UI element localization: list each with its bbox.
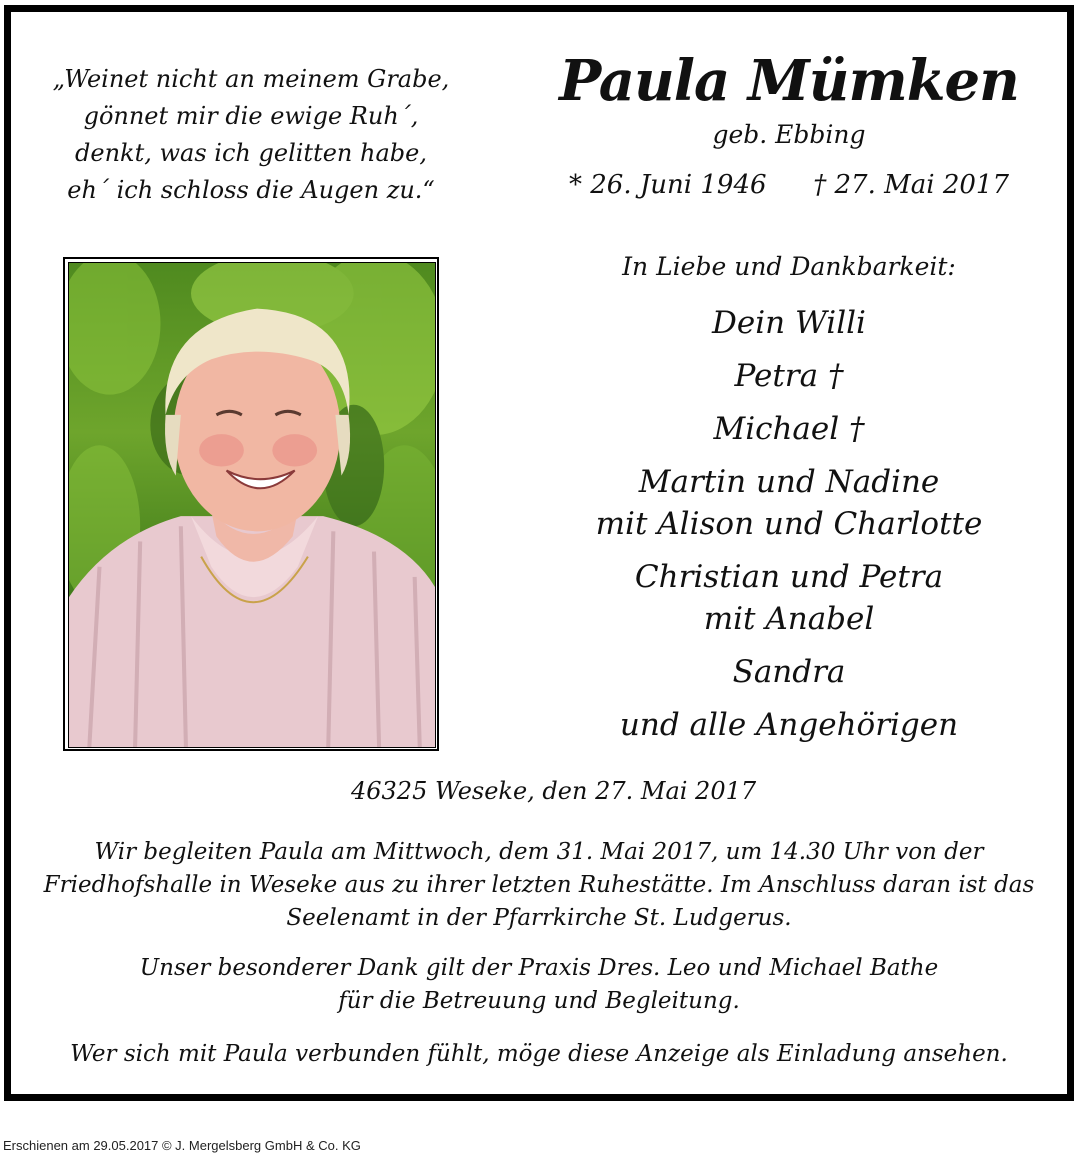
list-item — [559, 704, 1019, 746]
quote-line: denkt, was ich gelitten habe, — [75, 139, 427, 167]
mourner-line: mit Alison und Charlotte — [595, 506, 983, 542]
mourners-list — [559, 302, 1019, 757]
list-item — [559, 408, 1019, 450]
paragraph-line: Wir begleiten Paula am Mittwoch, dem 31. Mai 2017, um 14.30 Uhr von der — [94, 839, 984, 865]
mourner-line: Petra † — [734, 358, 844, 394]
paragraph-line: für die Betreuung und Begleitung. — [338, 988, 740, 1014]
mourner-line: Michael † — [713, 411, 865, 447]
mourner-line: und alle Angehörigen — [619, 707, 959, 743]
invitation-paragraph — [31, 1038, 1047, 1071]
quote-line: eh´ ich schloss die Augen zu.“ — [67, 176, 435, 204]
publication-footer: Erschienen am 29.05.2017 © J. Mergelsberg GmbH & Co. KG — [3, 1138, 361, 1153]
maiden-name: geb. Ebbing — [712, 120, 866, 149]
list-item — [559, 302, 1019, 344]
mourner-line: Christian und Petra — [634, 559, 944, 595]
death-date: † 27. Mai 2017 — [813, 170, 1009, 200]
quote-line: „Weinet nicht an meinem Grabe, — [52, 65, 450, 93]
memorial-quote — [31, 61, 471, 209]
quote-line: gönnet mir die ewige Ruh´, — [83, 102, 419, 130]
mourner-line: Sandra — [732, 654, 846, 690]
funeral-paragraph — [31, 836, 1047, 935]
paragraph-line: Seelenamt in der Pfarrkirche St. Ludgerus. — [286, 905, 792, 931]
portrait-frame — [63, 257, 439, 751]
place-and-date: 46325 Weseke, den 27. Mai 2017 — [351, 777, 757, 805]
mourner-line: Martin und Nadine — [638, 464, 940, 500]
list-item — [559, 651, 1019, 693]
list-item — [559, 355, 1019, 397]
mourner-line: mit Anabel — [703, 601, 875, 637]
portrait-photo-icon — [68, 262, 436, 748]
paragraph-line: Wer sich mit Paula verbunden fühlt, möge diese Anzeige als Einladung ansehen. — [70, 1041, 1008, 1067]
thanks-paragraph — [31, 952, 1047, 1018]
paragraph-line: Friedhofshalle in Weseke aus zu ihrer letzten Ruhestätte. Im Anschluss daran ist das — [43, 872, 1035, 898]
deceased-name: Paula Mümken — [559, 48, 1019, 114]
life-dates — [559, 170, 1019, 200]
birth-date: * 26. Juni 1946 — [569, 170, 767, 200]
list-item — [559, 461, 1019, 545]
obituary-notice — [4, 5, 1074, 1101]
mourner-line: Dein Willi — [712, 305, 866, 341]
list-item — [559, 556, 1019, 640]
mourners-intro: In Liebe und Dankbarkeit: — [622, 252, 956, 281]
paragraph-line: Unser besonderer Dank gilt der Praxis Dres. Leo und Michael Bathe — [139, 955, 939, 981]
